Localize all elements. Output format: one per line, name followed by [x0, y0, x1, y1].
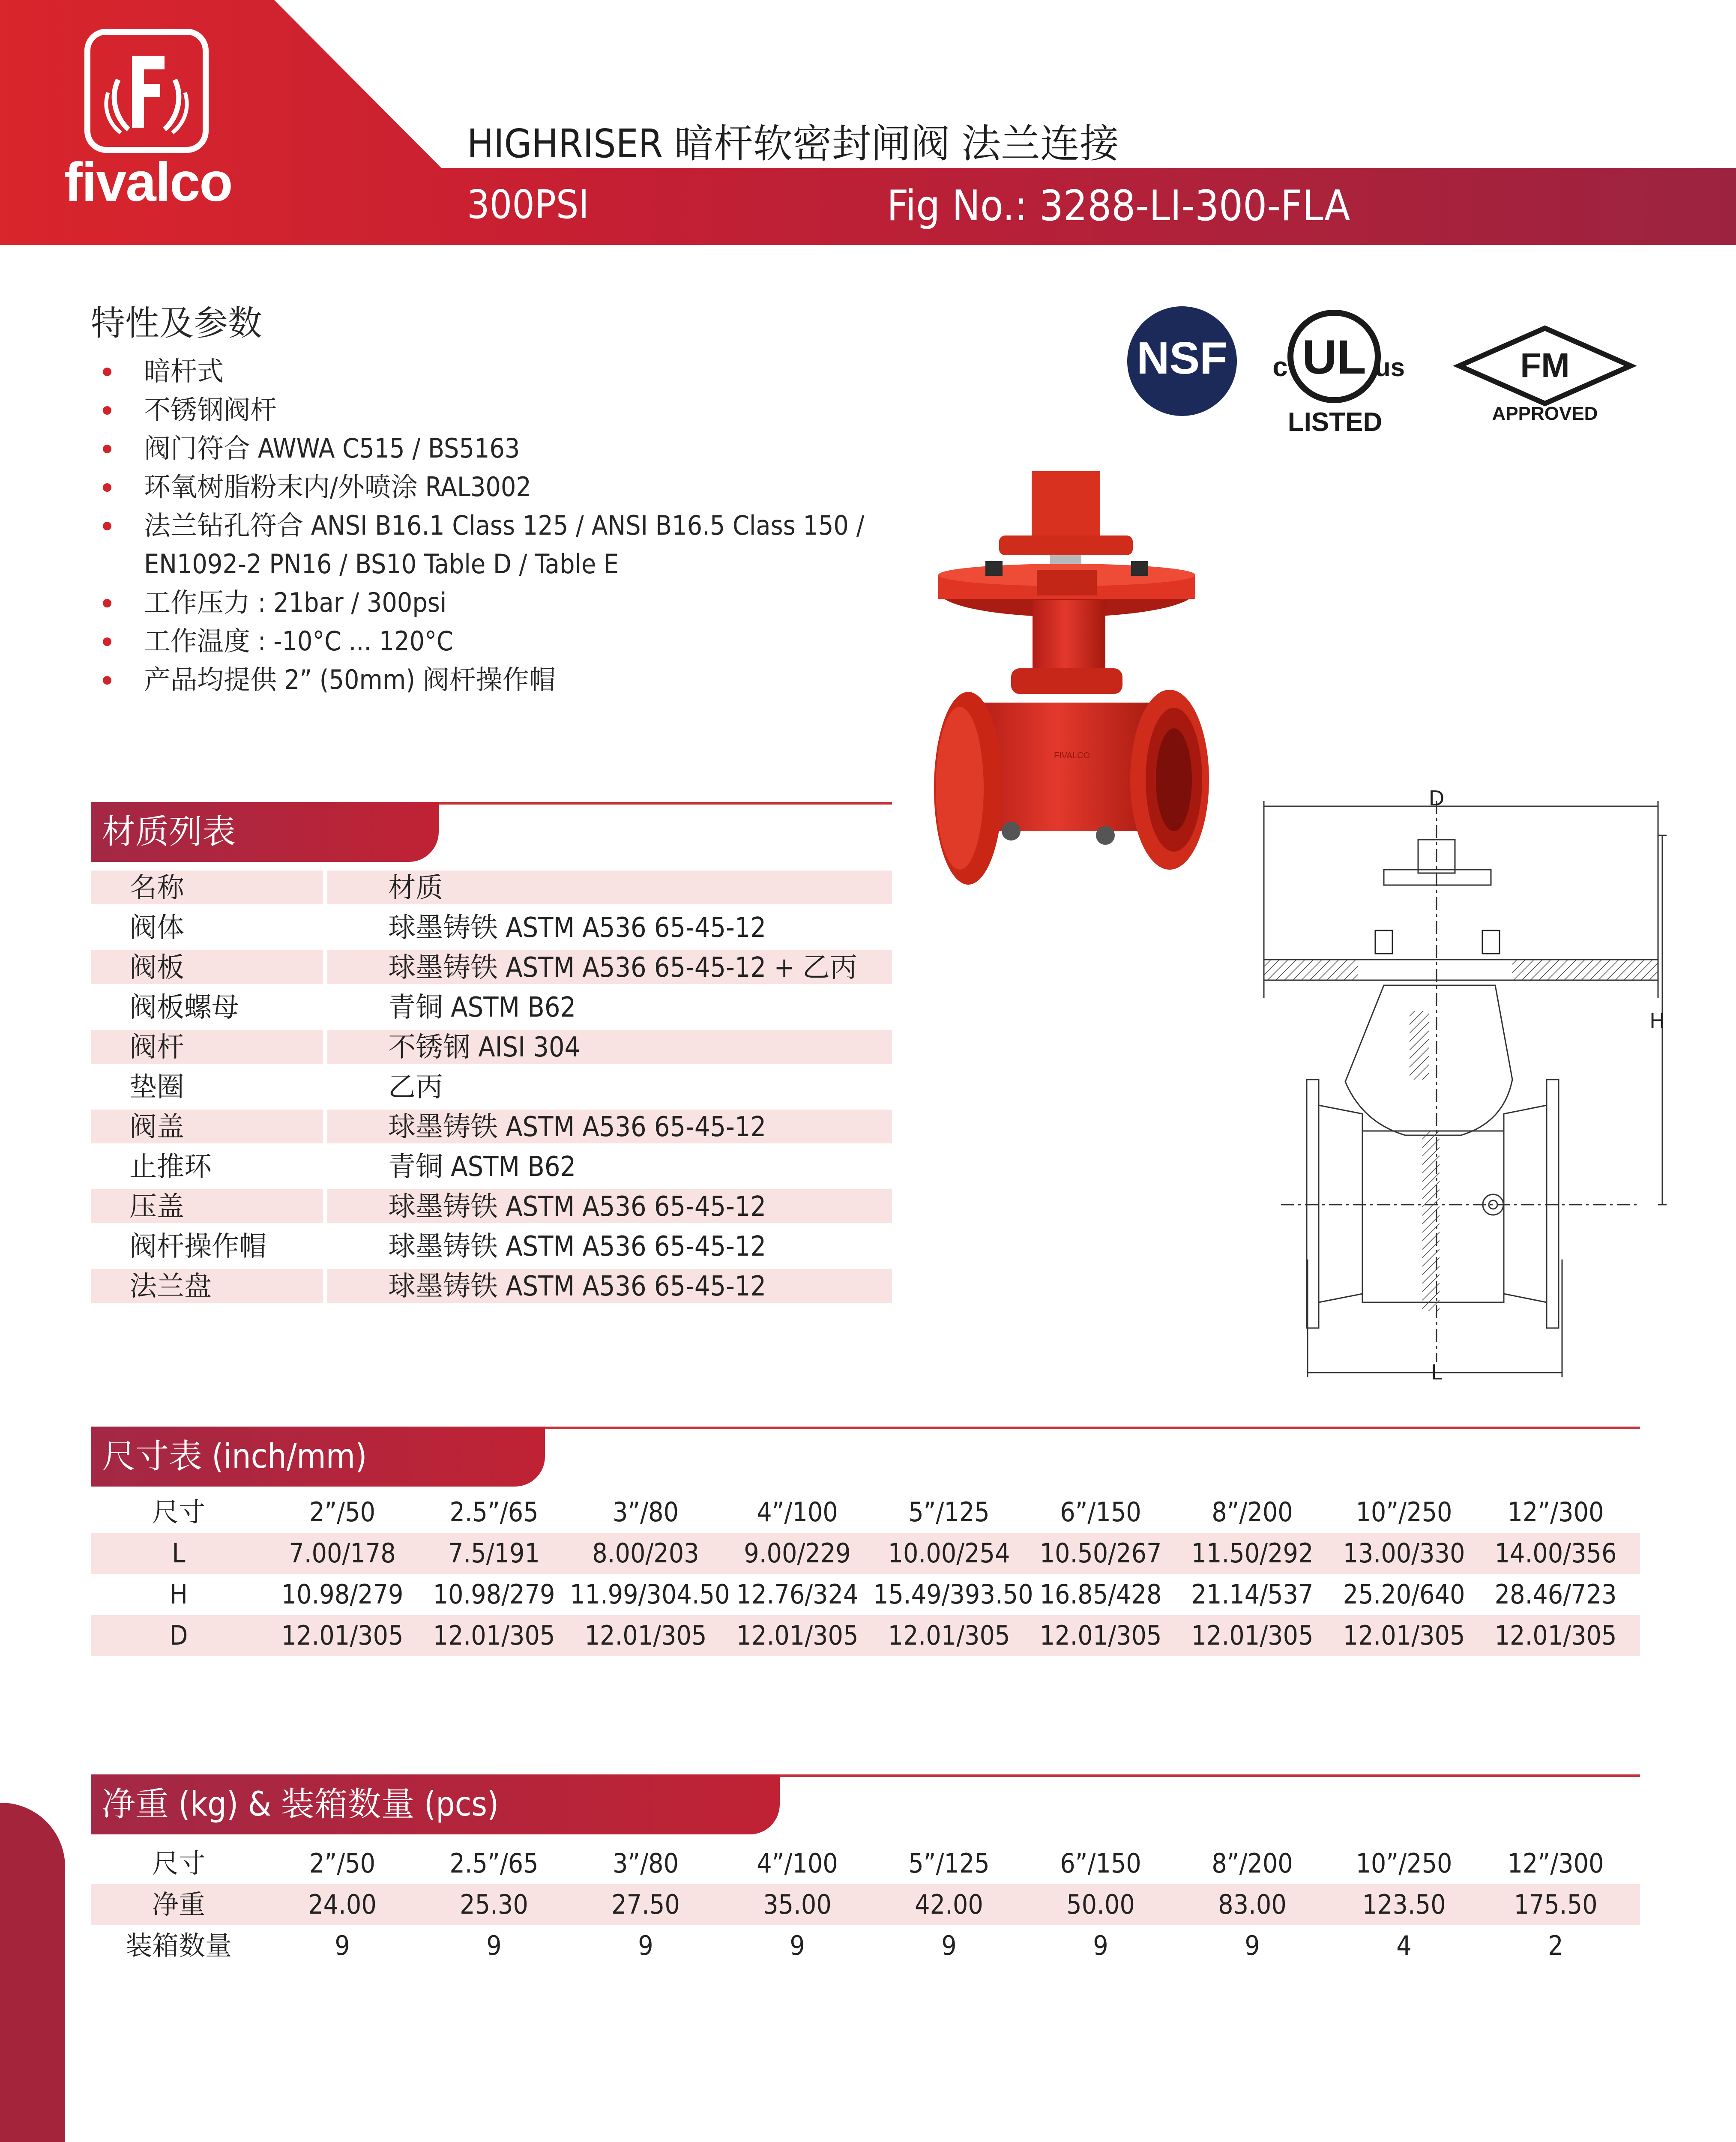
- table-row: 阀盖 球墨铸铁 ASTM A536 65-45-12: [91, 1110, 892, 1143]
- table-row: 压盖 球墨铸铁 ASTM A536 65-45-12: [91, 1189, 892, 1223]
- dimensions-title: 尺寸表 (inch/mm): [91, 1427, 545, 1487]
- svg-text:UL: UL: [1302, 330, 1366, 384]
- weights-table: [91, 1843, 1640, 1966]
- features-list: [103, 352, 864, 699]
- brand-name: fivalco: [64, 152, 232, 213]
- feature-item: 环氧树脂粉末内/外喷涂 RAL3002: [103, 468, 864, 506]
- table-row: 阀杆操作帽 球墨铸铁 ASTM A536 65-45-12: [129, 1231, 766, 1262]
- svg-text:c: c: [1272, 351, 1288, 382]
- table-row: 装箱数量 9 9 9 9 9 9 9 4 2: [125, 1930, 1563, 1961]
- weights-title: 净重 (kg) & 装箱数量 (pcs): [91, 1774, 780, 1834]
- table-row: 尺寸 2”/50 2.5”/65 3”/80 4”/100 5”/125 6”/150 8”/200 10”/250 12”/300: [152, 1848, 1604, 1879]
- feature-item: 法兰钻孔符合 ANSI B16.1 Class 125 / ANSI B16.5 Class 150 / EN1092-2 PN16 / BS10 Table D / Table E: [103, 506, 864, 583]
- feature-item: 工作温度 : -10°C ... 120°C: [103, 622, 864, 661]
- table-row: 阀板 球墨铸铁 ASTM A536 65-45-12 + 乙丙: [91, 950, 892, 984]
- table-row: H 10.98/279 10.98/279 11.99/304.50 12.76/324 15.49/393.50 16.85/428 21.14/537 25.20/640 28.46/723: [170, 1579, 1617, 1610]
- svg-text:H: H: [1649, 1009, 1665, 1033]
- svg-text:LISTED: LISTED: [1287, 407, 1383, 437]
- feature-item: 阀门符合 AWWA C515 / BS5163: [103, 429, 864, 468]
- table-row: 阀板螺母 青铜 ASTM B62: [129, 992, 576, 1023]
- feature-item: 产品均提供 2” (50mm) 阀杆操作帽: [103, 661, 864, 699]
- svg-text:APPROVED: APPROVED: [1492, 403, 1598, 424]
- nsf-certification-icon: [1126, 305, 1238, 417]
- valve-product-image: [908, 463, 1251, 921]
- table-row: L 7.00/178 7.5/191 8.00/203 9.00/229 10.00/254 10.50/267 11.50/292 13.00/330 14.00/356: [91, 1533, 1640, 1574]
- dimension-drawing: [1255, 788, 1675, 1388]
- ul-listed-icon: [1271, 306, 1405, 439]
- table-row: D 12.01/305 12.01/305 12.01/305 12.01/305 12.01/305 12.01/305 12.01/305 12.01/305 12.01/305: [91, 1615, 1640, 1656]
- fm-approved-icon: [1455, 325, 1635, 432]
- product-title: HIGHRISER 暗杆软密封闸阀 法兰连接: [467, 121, 1119, 167]
- table-row: 法兰盘 球墨铸铁 ASTM A536 65-45-12: [91, 1269, 892, 1303]
- svg-text:FM: FM: [1520, 346, 1570, 384]
- features-title: 特性及参数: [91, 303, 262, 343]
- side-accent-shape: [0, 1803, 65, 2142]
- table-row: 垫圈 乙丙: [129, 1071, 443, 1103]
- svg-text:NSF: NSF: [1137, 333, 1227, 383]
- materials-title: 材质列表: [91, 802, 439, 862]
- table-row: 阀杆 不锈钢 AISI 304: [91, 1030, 892, 1064]
- materials-header-row: 名称 材质: [91, 871, 892, 904]
- svg-text:us: us: [1374, 353, 1405, 382]
- feature-item: 工作压力 : 21bar / 300psi: [103, 583, 864, 622]
- feature-item: 暗杆式: [103, 352, 864, 391]
- svg-text:L: L: [1431, 1361, 1443, 1385]
- table-row: 尺寸 2”/50 2.5”/65 3”/80 4”/100 5”/125 6”/150 8”/200 10”/250 12”/300: [152, 1496, 1604, 1528]
- fig-number: Fig No.: 3288-LI-300-FLA: [887, 182, 1350, 230]
- svg-text:D: D: [1428, 787, 1445, 811]
- pressure-rating: 300PSI: [467, 182, 589, 227]
- feature-item: 不锈钢阀杆: [103, 391, 864, 429]
- table-row: 净重 24.00 25.30 27.50 35.00 42.00 50.00 83.00 123.50 175.50: [91, 1884, 1640, 1925]
- dimensions-table: [91, 1492, 1640, 1656]
- svg-text:FIVALCO: FIVALCO: [1054, 751, 1090, 760]
- table-row: 止推环 青铜 ASTM B62: [129, 1151, 576, 1183]
- fivalco-logo-icon: [84, 28, 209, 153]
- table-row: 阀体 球墨铸铁 ASTM A536 65-45-12: [129, 912, 766, 944]
